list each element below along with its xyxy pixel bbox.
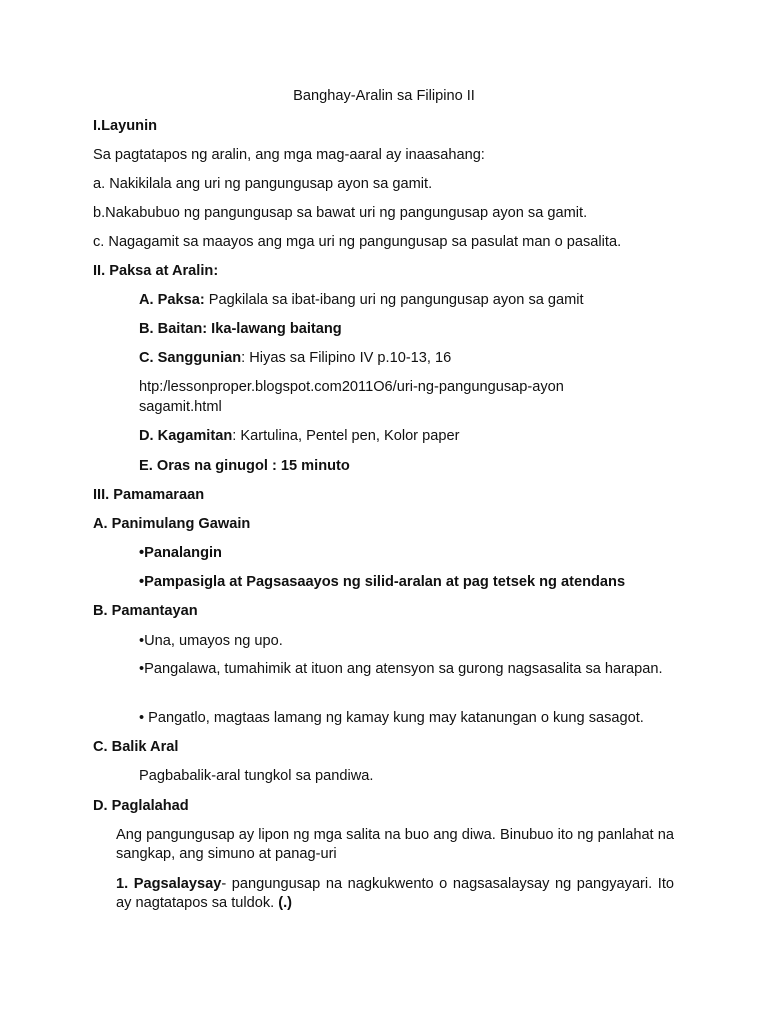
layunin-item-a: a. Nakikilala ang uri ng pangungusap ayon sa gamit. [93, 176, 433, 192]
reference-url-line-2: sagamit.html [139, 399, 222, 415]
paksa-value: Pagkilala sa ibat-ibang uri ng pangungusap ayon sa gamit [204, 292, 584, 308]
oras-line: E. Oras na ginugol : 15 minuto [139, 458, 350, 474]
sanggunian-label: C. Sanggunian [139, 350, 242, 366]
layunin-item-b: b.Nakabubuo ng pangungusap sa bawat uri ng pangungusap ayon sa gamit. [93, 205, 588, 221]
pagsalaysay-label: 1. Pagsalaysay [116, 876, 222, 892]
panimula-heading: A. Panimulang Gawain [93, 516, 251, 532]
paksa-line [139, 291, 584, 310]
kagamitan-value: : Kartulina, Pentel pen, Kolor paper [232, 428, 460, 444]
pagsalaysay-paragraph [116, 875, 674, 913]
pampasigla-item: •Pampasigla at Pagsasaayos ng silid-aralan at pag tetsek ng atendans [139, 574, 626, 590]
panalangin-item: •Panalangin [139, 545, 222, 561]
balik-aral-heading: C. Balik Aral [93, 739, 179, 755]
pagsalaysay-text: - pangungusap na nagkukwento o nagsasalaysay ng pangyayari. Ito ay nagtatapos sa tuldok. [116, 876, 675, 911]
balik-aral-text: Pagbabalik-aral tungkol sa pandiwa. [139, 768, 374, 784]
pamantayan-una: •Una, umayos ng upo. [139, 633, 283, 649]
paglalahad-heading: D. Paglalahad [93, 798, 189, 814]
layunin-intro: Sa pagtatapos ng aralin, ang mga mag-aaral ay inaasahang: [93, 147, 485, 163]
kagamitan-label: D. Kagamitan [139, 428, 233, 444]
document-title: Banghay-Aralin sa Filipino II [293, 88, 475, 104]
paksa-heading: II. Paksa at Aralin: [93, 263, 219, 279]
paglalahad-text: Ang pangungusap ay lipon ng mga salita na buo ang diwa. Binubuo ito ng panlahat na sangkap, ang simuno at panag-uri [116, 827, 674, 862]
sanggunian-line [139, 349, 451, 368]
pamantayan-pangalawa: •Pangalawa, tumahimik at ituon ang atensyon sa gurong nagsasalita sa harapan. [139, 661, 663, 677]
pagsalaysay-end: (.) [278, 895, 293, 911]
pamantayan-heading: B. Pamantayan [93, 603, 198, 619]
layunin-heading: I.Layunin [93, 118, 158, 134]
baitang-line: B. Baitan: Ika-lawang baitang [139, 321, 342, 337]
paksa-label: A. Paksa: [139, 292, 205, 308]
pamamaraan-heading: III. Pamamaraan [93, 487, 205, 503]
layunin-item-c: c. Nagagamit sa maayos ang mga uri ng pangungusap sa pasulat man o pasalita. [93, 234, 622, 250]
sanggunian-value: : Hiyas sa Filipino IV p.10-13, 16 [241, 350, 452, 366]
reference-url-line-1: htp:/lessonproper.blogspot.com2011O6/uri-ng-pangungusap-ayon [139, 379, 564, 395]
pamantayan-pangatlo: • Pangatlo, magtaas lamang ng kamay kung may katanungan o kung sasagot. [139, 710, 644, 726]
kagamitan-line [139, 427, 459, 446]
